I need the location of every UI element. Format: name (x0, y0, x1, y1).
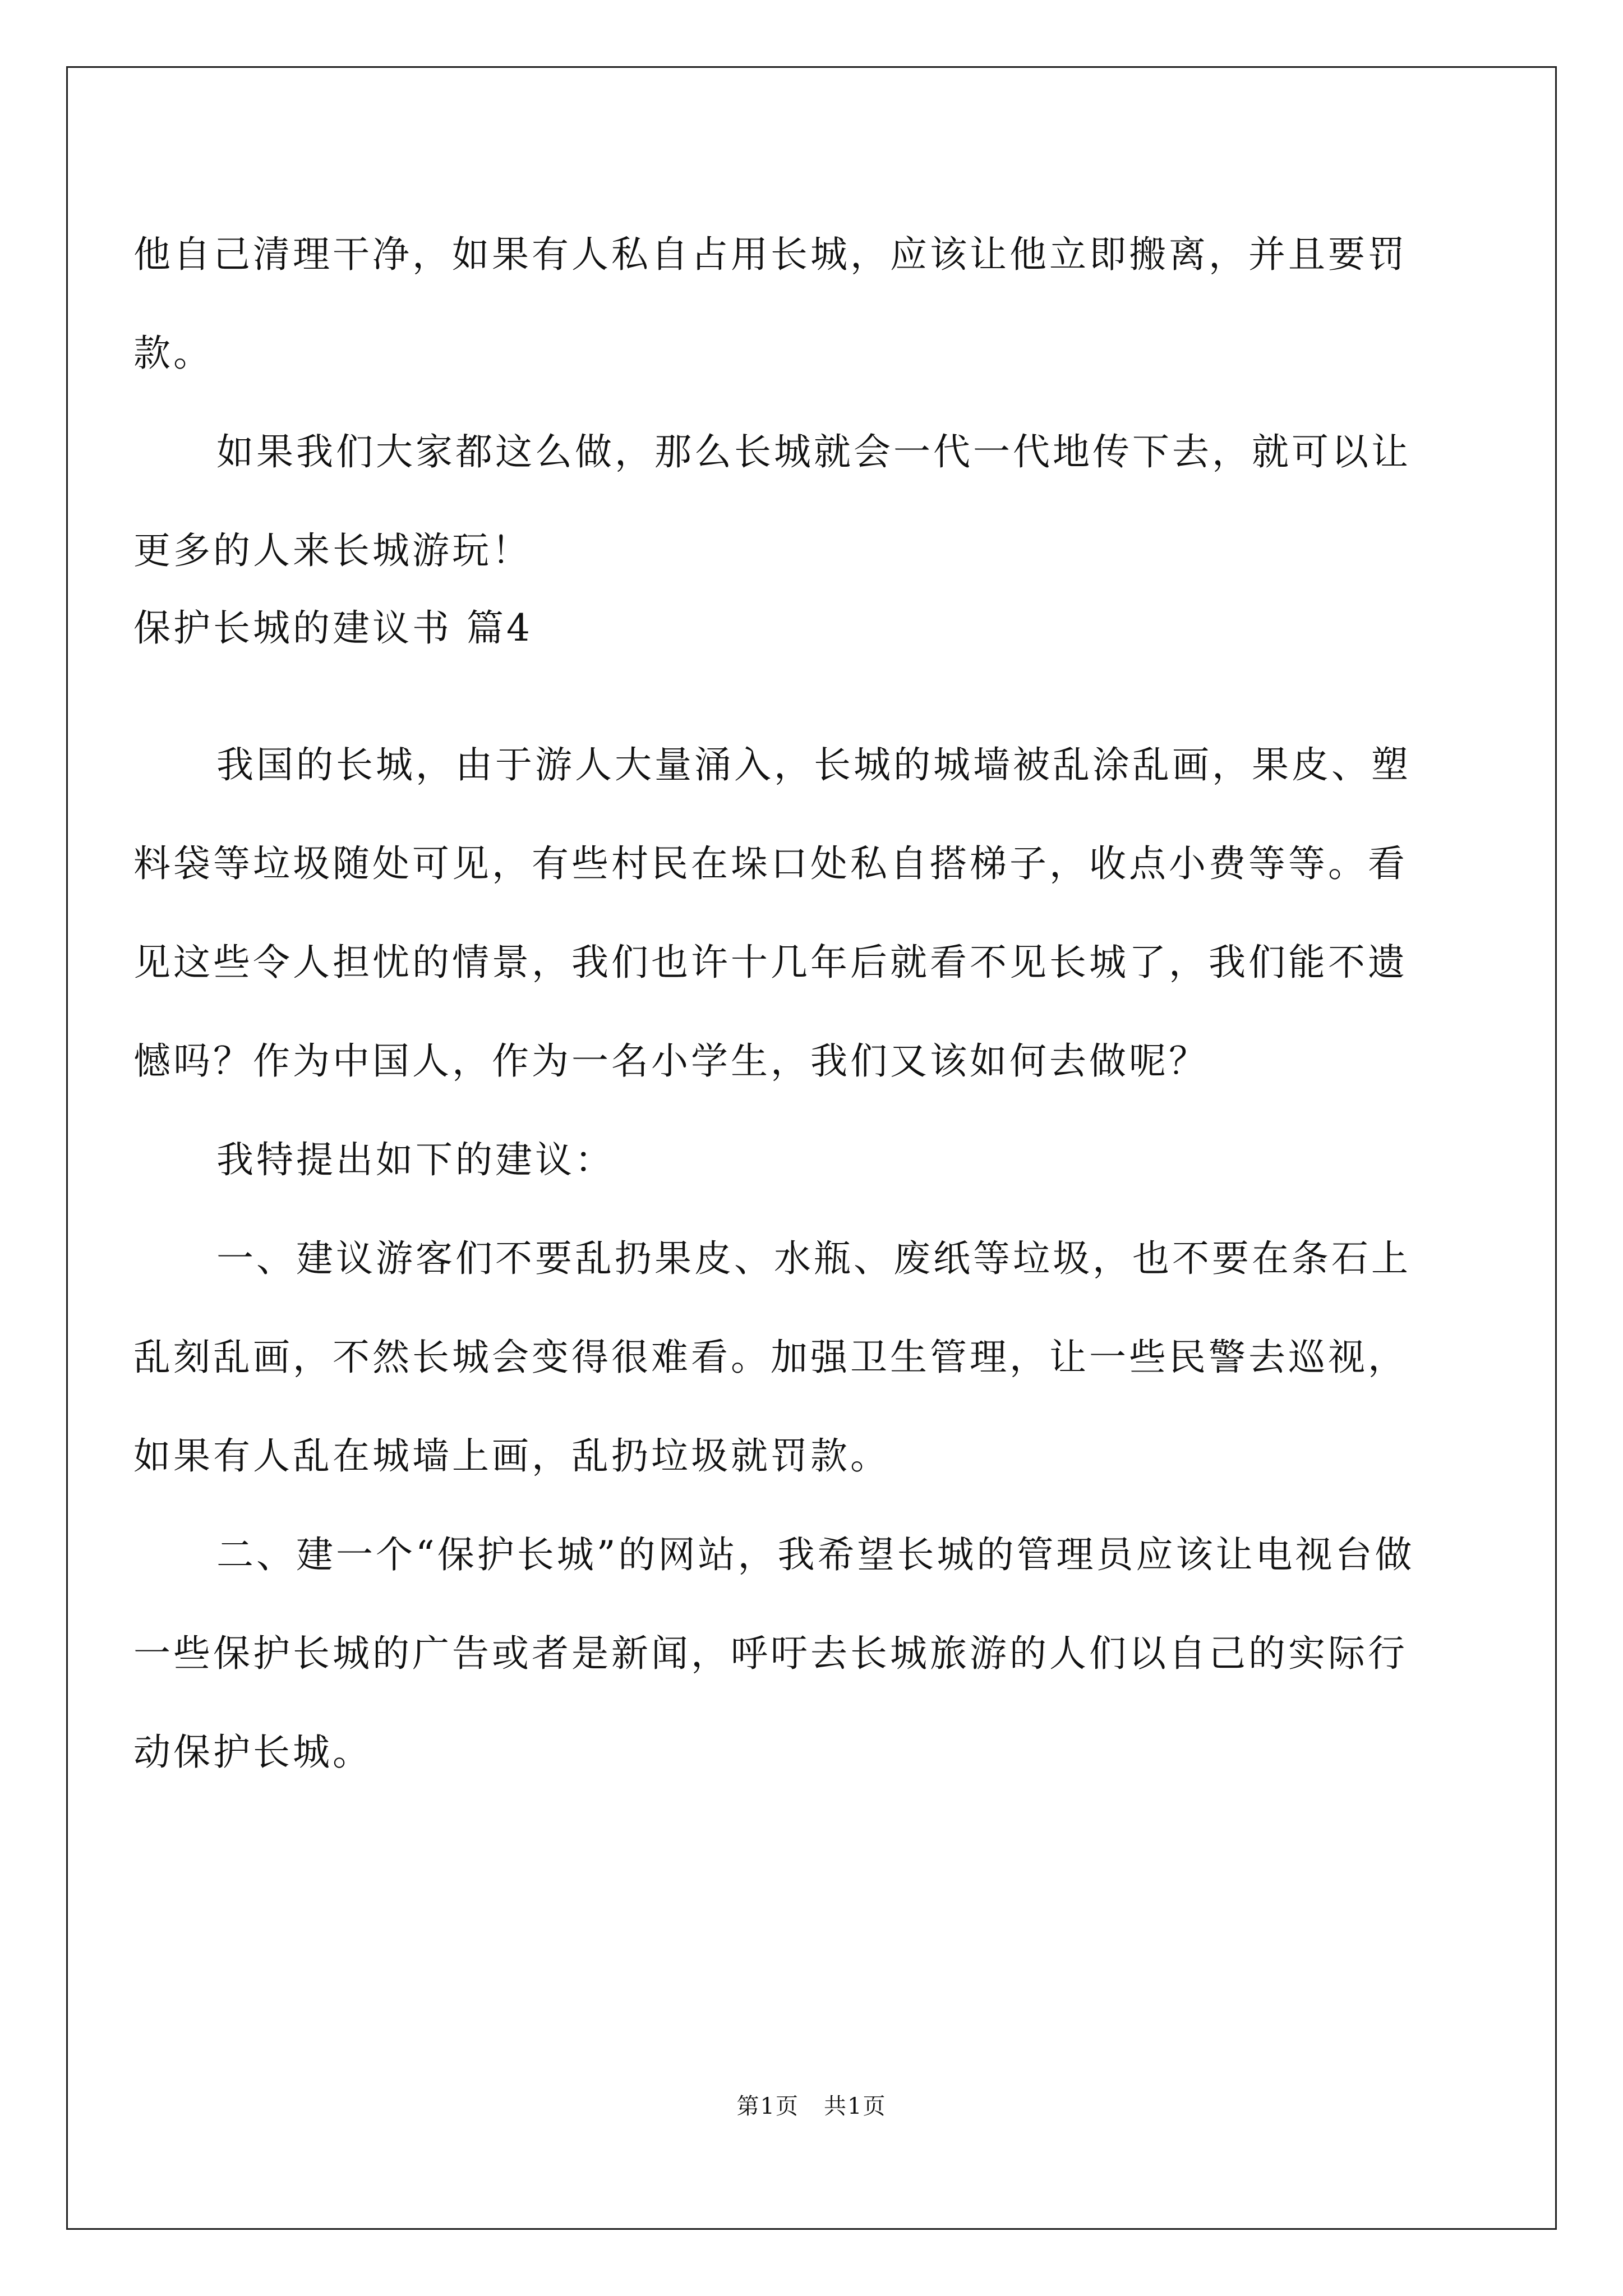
paragraph: 一、建议游客们不要乱扔果皮、水瓶、废纸等垃圾，也不要在条石上乱刻乱画，不然长城会变得很难看。加强卫生管理，让一些民警去巡视，如果有人乱在城墙上画，乱扔垃圾就罚款。 (133, 1237, 1411, 1478)
body-text-top (133, 205, 1444, 600)
section-heading: 保护长城的建议书 篇4 (133, 606, 533, 650)
paragraph: 如果我们大家都这么做，那么长城就会一代一代地传下去，就可以让更多的人来长城游玩！ (133, 430, 1411, 572)
paragraph: 我国的长城，由于游人大量涌入，长城的城墙被乱涂乱画，果皮、塑料袋等垃圾随处可见，有些村民在垛口处私自搭梯子，收点小费等等。看见这些令人担忧的情景，我们也许十几年后就看不见长城了，我们能不遗憾吗？作为中国人，作为一名小学生，我们又该如何去做呢？ (133, 743, 1411, 1083)
page-number: 第1页 (736, 2093, 799, 2119)
body-text-main (133, 716, 1444, 1802)
page-footer (0, 2091, 1623, 2122)
paragraph-continued: 他自己清理干净，如果有人私自占用长城，应该让他立即搬离，并且要罚款。 (133, 233, 1408, 375)
page-total: 共1页 (824, 2093, 887, 2119)
paragraph: 我特提出如下的建议： (216, 1138, 615, 1181)
paragraph: 二、建一个“保护长城”的网站，我希望长城的管理员应该让电视台做一些保护长城的广告或者是新闻，呼吁去长城旅游的人们以自己的实际行动保护长城。 (133, 1533, 1415, 1774)
